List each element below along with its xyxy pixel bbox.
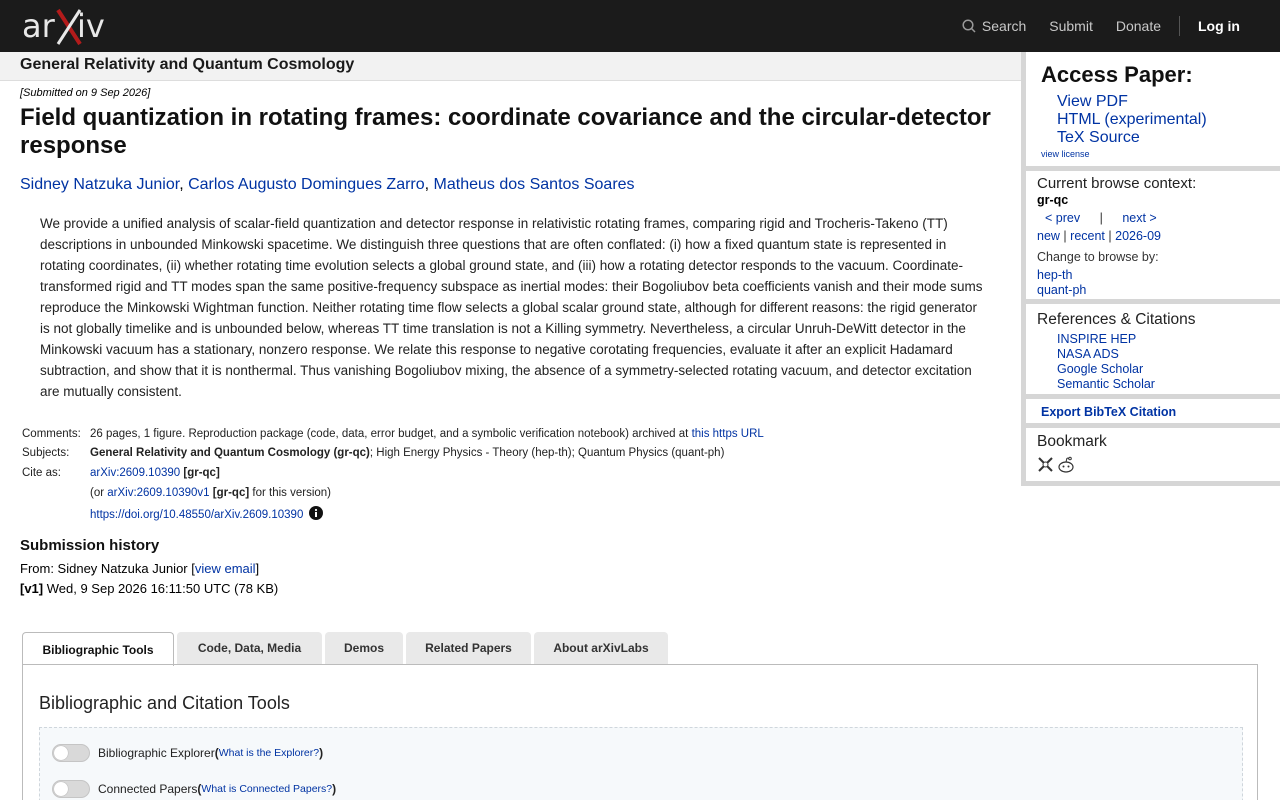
top-header	[0, 0, 1280, 52]
submission-from	[20, 561, 259, 576]
references-box	[1026, 304, 1280, 394]
access-paper-box	[1026, 52, 1280, 166]
explorer-info-link[interactable]: What is the Explorer?	[218, 747, 320, 759]
html-link[interactable]: HTML (experimental)	[1057, 111, 1207, 128]
change-browse-label: Change to browse by:	[1037, 250, 1159, 264]
browse-context-heading: Current browse context:	[1037, 175, 1197, 192]
donate-link[interactable]: Donate	[1115, 18, 1161, 34]
top-nav	[962, 0, 1280, 52]
labs-tabs	[22, 632, 671, 665]
nasa-ads-link[interactable]: NASA ADS	[1057, 347, 1119, 361]
tab-demos[interactable]: Demos	[325, 632, 403, 664]
bibsonomy-icon[interactable]	[1037, 456, 1054, 479]
info-icon[interactable]	[309, 506, 323, 523]
from-suffix: ]	[255, 561, 260, 576]
author-list: Sidney Natzuka Junior, Carlos Augusto Domingues Zarro, Matheus dos Santos Soares	[20, 176, 635, 193]
tools-box	[39, 727, 1243, 800]
export-bibtex-link[interactable]: Export BibTeX Citation	[1041, 405, 1177, 419]
google-scholar-link[interactable]: Google Scholar	[1057, 362, 1144, 376]
export-box	[1026, 399, 1280, 423]
listing-separator: |	[1063, 229, 1067, 243]
submitted-date: [Submitted on 9 Sep 2026]	[20, 87, 151, 99]
cite-version-suffix: for this version)	[249, 487, 331, 499]
search-link[interactable]	[962, 18, 1026, 34]
sidebar	[1021, 52, 1280, 486]
prev-link[interactable]: < prev	[1045, 211, 1081, 225]
doi-link[interactable]: https://doi.org/10.48550/arXiv.2609.10390	[90, 509, 304, 521]
inspire-hep-link[interactable]: INSPIRE HEP	[1057, 332, 1137, 346]
category-title: General Relativity and Quantum Cosmology	[20, 56, 355, 73]
version-date: Wed, 9 Sep 2026 16:11:50 UTC (78 KB)	[43, 581, 279, 596]
search-label: Search	[981, 18, 1027, 34]
author-link[interactable]: Matheus dos Santos Soares	[433, 176, 635, 193]
subjects-label: Subjects:	[22, 447, 70, 459]
search-icon	[962, 19, 976, 33]
nav-divider	[1179, 16, 1180, 36]
listing-separator: |	[1108, 229, 1112, 243]
tab-panel	[22, 664, 1258, 800]
bookmark-box	[1026, 428, 1280, 481]
author-link[interactable]: Carlos Augusto Domingues Zarro	[188, 176, 425, 193]
comments-label: Comments:	[22, 428, 81, 440]
browse-context-category: gr-qc	[1037, 193, 1069, 207]
reddit-icon[interactable]	[1057, 456, 1075, 479]
tab-about-arxivlabs[interactable]: About arXivLabs	[534, 632, 668, 664]
from-prefix: From: Sidney Natzuka Junior [	[20, 561, 195, 576]
tool-row-explorer: Bibliographic Explorer ( What is the Explorer? )	[52, 744, 323, 762]
tab-code-data-media[interactable]: Code, Data, Media	[177, 632, 322, 664]
arxiv-id-link[interactable]: arXiv:2609.10390	[90, 467, 181, 479]
view-pdf-link[interactable]: View PDF	[1057, 93, 1128, 110]
semantic-scholar-link[interactable]: Semantic Scholar	[1057, 377, 1155, 391]
abstract: We provide a unified analysis of scalar-field quantization and detector response in relativistic rotating frames, comparing rigid and Trocheris-Takeno (TT) descriptions in unbounded Minkowski spacetime. We distinguish three questions that are often conflated: (i) how a fixed quantum state is represented in rotating coordinates, (ii) whether rotating time evolution selects a global ground state, and (iii) how a rotating detector responds to the vacuum. Coordinate-transformed rigid and TT modes span the same positive-frequency subspace as inertial modes: their Bogoliubov beta coefficients vanish and their mode sums reproduce the Minkowski Wightman function. Neither rotating time flow selects a global scalar ground state, although for different reasons: the rigid generator is not globally timelike and is unbounded below, whereas TT time translation is not a Killing symmetry. Nevertheless, a circular Unruh-DeWitt detector in the Minkowski vacuum has a stationary, nonzero response. We relate this response to negative corotating frequencies, evaluate it after an explicit Hadamard subtraction, and show that it is nonthermal. Thus vanishing Bogoliubov mixing, the absence of a symmetry-selected rotating vacuum, and detector excitation are mutually consistent.	[40, 216, 983, 399]
references-heading: References & Citations	[1037, 311, 1196, 328]
connected-papers-info-link[interactable]: What is Connected Papers?	[201, 783, 333, 795]
comments-url-link[interactable]: this https URL	[691, 428, 764, 440]
arxiv-logo[interactable]	[22, 6, 114, 48]
login-link[interactable]: Log in	[1198, 18, 1240, 34]
other-subjects: ; High Energy Physics - Theory (hep-th); Quantum Physics (quant-ph)	[369, 447, 725, 459]
browse-context-box	[1026, 171, 1280, 299]
new-link[interactable]: new	[1037, 229, 1060, 243]
submit-link[interactable]: Submit	[1049, 18, 1093, 34]
tab-related-papers[interactable]: Related Papers	[406, 632, 531, 664]
explorer-toggle[interactable]	[52, 744, 90, 762]
next-link[interactable]: next >	[1122, 211, 1157, 225]
tab-bibliographic-tools[interactable]: Bibliographic Tools	[22, 632, 174, 666]
paper-title: Field quantization in rotating frames: coordinate covariance and the circular-detector response	[20, 104, 991, 159]
primary-subject: General Relativity and Quantum Cosmology (gr-qc)	[90, 447, 370, 459]
submission-history-heading: Submission history	[20, 537, 160, 554]
view-license-link[interactable]: view license	[1041, 149, 1090, 159]
version-v1	[20, 581, 278, 596]
cite-label: Cite as:	[22, 467, 61, 479]
listing-nav	[1037, 229, 1161, 243]
connected-papers-label: Connected Papers	[98, 782, 198, 796]
svg-text:ar: ar	[22, 7, 55, 45]
tool-row-connected-papers: Connected Papers ( What is Connected Papers? )	[52, 780, 336, 798]
arxiv-version-link[interactable]: arXiv:2609.10390v1	[107, 487, 210, 499]
svg-text:iv: iv	[77, 7, 105, 45]
browse-quant-ph-link[interactable]: quant-ph	[1037, 283, 1087, 297]
connected-papers-toggle[interactable]	[52, 780, 90, 798]
arxiv-logo-mark	[22, 6, 114, 48]
explorer-label: Bibliographic Explorer	[98, 746, 215, 760]
bookmark-icons	[1037, 456, 1078, 479]
cite-or-text: (or	[90, 487, 108, 499]
access-paper-heading: Access Paper:	[1041, 62, 1193, 87]
browse-hep-th-link[interactable]: hep-th	[1037, 268, 1073, 282]
author-link[interactable]: Sidney Natzuka Junior	[20, 176, 180, 193]
prev-next-nav	[1045, 211, 1157, 225]
cite-version-category: [gr-qc]	[212, 487, 250, 499]
bookmark-heading: Bookmark	[1037, 433, 1107, 450]
recent-link[interactable]: recent	[1070, 229, 1105, 243]
view-email-link[interactable]: view email	[194, 561, 256, 576]
month-link[interactable]: 2026-09	[1115, 229, 1161, 243]
prev-next-separator: |	[1099, 211, 1103, 225]
tex-source-link[interactable]: TeX Source	[1057, 129, 1140, 146]
cite-category: [gr-qc]	[183, 467, 220, 479]
comments-text: 26 pages, 1 figure. Reproduction package (code, data, error budget, and a symbolic verification notebook) archived at	[90, 428, 692, 440]
version-label: [v1]	[20, 581, 44, 596]
panel-heading: Bibliographic and Citation Tools	[39, 693, 290, 713]
category-bar	[0, 52, 1021, 81]
